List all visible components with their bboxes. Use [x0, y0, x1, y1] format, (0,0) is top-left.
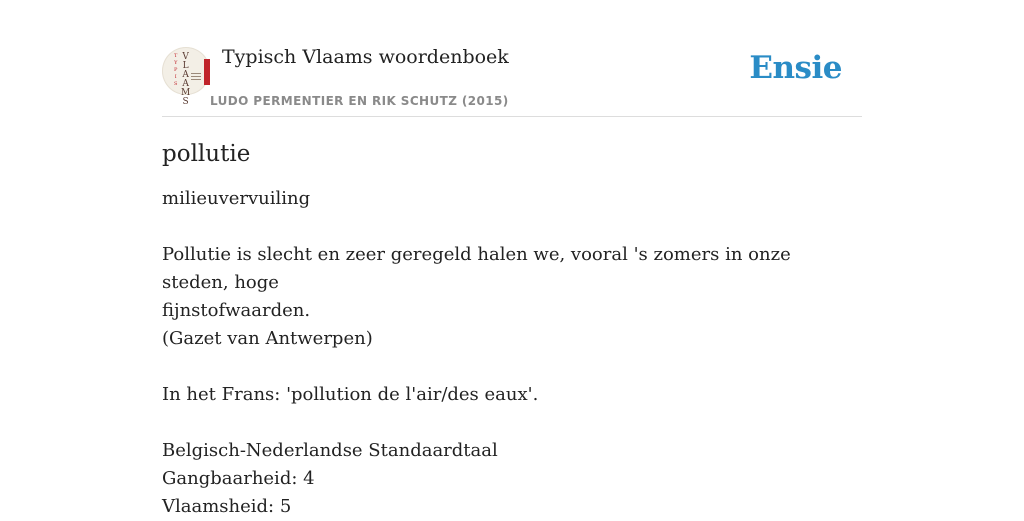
- example-sentence-line2: fijnstofwaarden.: [162, 300, 311, 321]
- dictionary-title[interactable]: Typisch Vlaams woordenboek: [222, 46, 509, 68]
- example-sentence-line1: Pollutie is slecht en zeer geregeld halen we, vooral 's zomers in onze steden, hoge: [162, 244, 791, 293]
- vlaamsheid-value: Vlaamsheid: 5: [162, 496, 292, 517]
- gangbaarheid-value: Gangbaarheid: 4: [162, 468, 315, 489]
- ensie-logo-link[interactable]: Ensie: [749, 50, 842, 86]
- example-source: (Gazet van Antwerpen): [162, 328, 373, 349]
- cover-lettering: V L A A M S: [181, 52, 191, 107]
- dictionary-authors: LUDO PERMENTIER EN RIK SCHUTZ (2015): [210, 94, 509, 108]
- french-note: In het Frans: 'pollution de l'air/des eaux'.: [162, 384, 539, 405]
- cover-red-stripe: [204, 59, 210, 85]
- entry-content: [162, 136, 862, 521]
- dictionary-cover-thumbnail[interactable]: [162, 47, 210, 107]
- register-label: Belgisch-Nederlandse Standaardtaal: [162, 440, 498, 461]
- entry-headword: pollutie: [162, 141, 251, 167]
- dictionary-header: [162, 40, 862, 117]
- cover-red-lettering: T Y P I S: [174, 53, 178, 87]
- cover-text-lines: [191, 73, 201, 82]
- entry-definition: milieuvervuiling: [162, 188, 311, 209]
- entry-body: [162, 185, 862, 521]
